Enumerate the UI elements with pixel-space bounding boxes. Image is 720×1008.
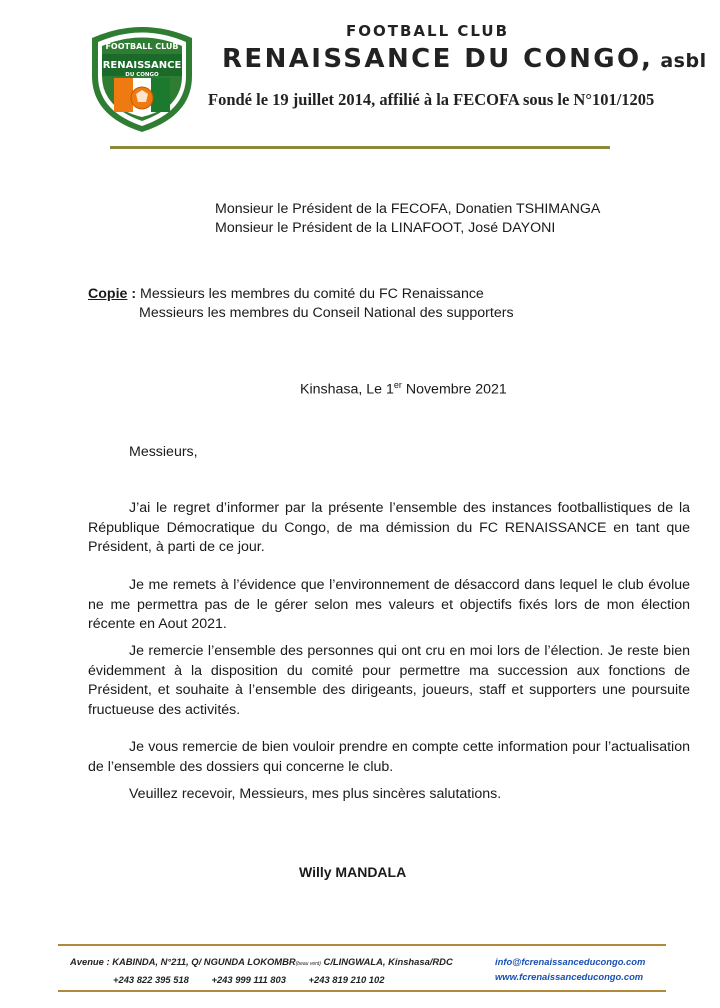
date-suffix: Novembre 2021 [401, 381, 507, 398]
header-club-label: FOOTBALL CLUB [346, 22, 510, 40]
paragraph-text: Je vous remercie de bien vouloir prendre en compte cette information pour l’actualisation de l’ensemble des dossiers qui concerne le club. [88, 739, 690, 775]
copy-label: Copie [88, 286, 128, 302]
body-paragraph [88, 738, 690, 777]
date-prefix: Kinshasa, Le 1 [300, 381, 394, 398]
footer-email-link[interactable]: info@fcrenaissanceducongo.com [495, 956, 646, 967]
body-paragraph [88, 499, 690, 558]
logo-name: RENAISSANCE [102, 60, 182, 71]
salutation: Messieurs, [129, 444, 198, 460]
header-founding-line: Fondé le 19 juillet 2014, affilié à la FECOFA sous le N°101/1205 [208, 90, 655, 109]
address-note: (beau vent) [295, 961, 321, 967]
recipient-line: Monsieur le Président de la LINAFOOT, José DAYONI [215, 220, 556, 236]
footer-address [70, 954, 453, 972]
header-club-name [222, 44, 707, 74]
club-name-suffix: asbl [653, 50, 707, 72]
recipient-line: Monsieur le Président de la FECOFA, Donatien TSHIMANGA [215, 201, 601, 217]
footer-contact-block [495, 954, 645, 984]
footer-phones [70, 972, 453, 987]
phone-number: +243 999 111 803 [211, 974, 286, 985]
header-divider [110, 146, 610, 149]
club-name-text: RENAISSANCE DU CONGO, [222, 44, 654, 74]
copy-line: Messieurs les membres du comité du FC Renaissance [140, 286, 484, 302]
body-paragraph [88, 642, 690, 720]
address-city: C/LINGWALA, Kinshasa/RDC [320, 956, 453, 967]
footer-website-link[interactable]: www.fcrenaissanceducongo.com [495, 971, 644, 982]
copy-separator: : [127, 286, 141, 302]
footer-divider [58, 944, 666, 946]
date-line [300, 380, 507, 398]
paragraph-text: Je remercie l’ensemble des personnes qui ont cru en moi lors de l’élection. Je reste bien évidemment à la disposition du comité pour permettre ma succession aux fonctions de Président, et souhaite à l’ensemble des dirigeants, joueurs, staff et supporters une poursuite fructueuse des activités. [88, 643, 690, 718]
phone-number: +243 822 395 518 [113, 974, 189, 985]
paragraph-text: Veuillez recevoir, Messieurs, mes plus sincères salutations. [129, 786, 502, 802]
phone-number: +243 819 210 102 [308, 974, 385, 985]
footer-address-block [70, 954, 453, 987]
recipients-block [215, 200, 600, 238]
footer-bottom-divider [58, 990, 666, 992]
copy-block [88, 285, 514, 323]
club-crest-icon [84, 18, 200, 134]
logo-arc-text: FOOTBALL CLUB [105, 42, 179, 51]
copy-line: Messieurs les membres du Conseil National des supporters [139, 305, 514, 321]
body-paragraph [88, 576, 690, 635]
paragraph-text: Je me remets à l’évidence que l’environnement de désaccord dans lequel le club évolue ne me permettra pas de le gérer selon mes valeurs et objectifs fixés lors de mon élection récente en Aout 2021. [88, 577, 690, 633]
club-logo [84, 18, 200, 134]
logo-subname: DU CONGO [125, 72, 159, 78]
signature-name: Willy MANDALA [299, 864, 407, 880]
body-paragraph [88, 785, 690, 805]
date-superscript: er [393, 380, 402, 390]
address-main: Avenue : KABINDA, N°211, Q/ NGUNDA LOKOMBR [70, 956, 296, 967]
paragraph-text: J’ai le regret d’informer par la présente l’ensemble des instances footballistiques de la République Démocratique du Congo, de ma démission du FC RENAISSANCE en tant que Président, à parti de ce jour. [88, 500, 690, 556]
